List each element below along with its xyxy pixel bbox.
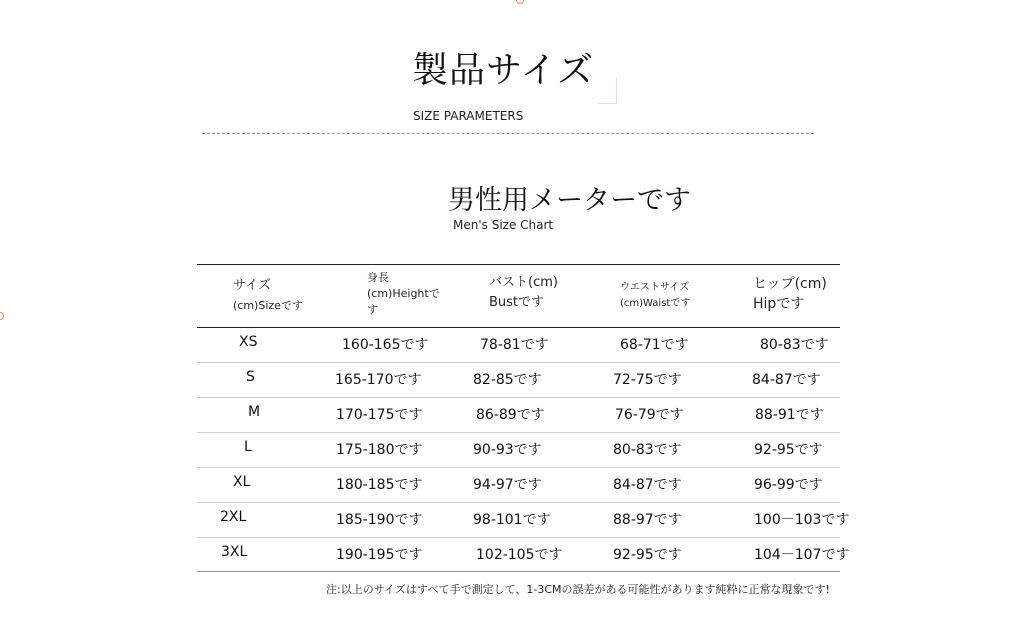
cell-hip: 88-91です: [755, 407, 824, 423]
cell-bust: 86-89です: [476, 407, 545, 423]
row-separator: [197, 537, 840, 538]
cell-height: 165-170です: [335, 372, 422, 388]
cell-hip: 80-83です: [760, 337, 829, 353]
header-bust-line2: Bustです: [489, 295, 545, 310]
header-hip: [753, 274, 827, 314]
cell-size: M: [248, 404, 261, 420]
dashed-divider: [202, 133, 814, 134]
header-hip-line1: ヒップ(cm): [753, 276, 827, 292]
cell-height: 190-195です: [336, 547, 423, 563]
cell-size: S: [246, 369, 255, 385]
row-separator: [197, 397, 840, 398]
header-bust: [489, 273, 558, 313]
cell-height: 175-180です: [336, 442, 423, 458]
header-waist: [620, 280, 690, 312]
size-chart-title: 男性用メーターです: [448, 185, 691, 216]
row-separator: [197, 502, 840, 503]
row-separator: [197, 362, 840, 363]
header-height: [367, 270, 440, 318]
cell-waist: 88-97です: [613, 512, 682, 528]
size-table: [197, 264, 850, 573]
cell-hip: 84-87です: [752, 372, 821, 388]
table-header-border: [197, 327, 840, 328]
cell-waist: 80-83です: [613, 442, 682, 458]
cell-size: L: [244, 439, 252, 455]
table-top-border: [197, 264, 840, 265]
cell-bust: 78-81です: [480, 337, 549, 353]
cell-height: 160-165です: [342, 337, 429, 353]
header-height-line2: (cm)Heightで: [367, 287, 440, 300]
cell-bust: 98-101です: [473, 512, 551, 528]
cell-waist: 72-75です: [613, 372, 682, 388]
header-height-line1: 身長: [367, 271, 389, 284]
cell-size: XL: [233, 474, 251, 490]
cell-hip: 100－103です: [754, 512, 850, 528]
measurement-note: 注:以上のサイズはすべて手で測定して、1-3CMの誤差がある可能性があります純粋に正常な現象です!: [326, 583, 830, 596]
table-bottom-border: [197, 571, 840, 572]
cell-size: 2XL: [220, 509, 247, 525]
page-subtitle: SIZE PARAMETERS: [413, 109, 524, 123]
header-waist-line1: ウエストサイズ: [620, 282, 690, 293]
cell-bust: 90-93です: [473, 442, 542, 458]
decor-dot-top: [516, 0, 524, 4]
cell-waist: 84-87です: [613, 477, 682, 493]
header-hip-line2: Hipです: [753, 296, 805, 312]
header-size-line2: (cm)Sizeです: [233, 299, 303, 312]
row-separator: [197, 432, 840, 433]
cell-waist: 76-79です: [615, 407, 684, 423]
cell-bust: 94-97です: [473, 477, 542, 493]
page-title: 製品サイズ: [412, 50, 595, 91]
decor-dot-left: [0, 312, 4, 320]
cell-size: XS: [239, 334, 258, 350]
cell-height: 180-185です: [336, 477, 423, 493]
title-decoration-horizontal: [598, 103, 617, 104]
cell-height: 170-175です: [336, 407, 423, 423]
header-size: [233, 276, 303, 316]
cell-bust: 102-105です: [476, 547, 563, 563]
size-chart-subtitle: Men's Size Chart: [453, 218, 554, 232]
title-decoration-vertical: [616, 78, 617, 104]
cell-hip: 104－107です: [754, 547, 850, 563]
header-size-line1: サイズ: [233, 278, 271, 293]
header-height-line3: す: [367, 303, 378, 316]
cell-size: 3XL: [221, 544, 248, 560]
cell-bust: 82-85です: [473, 372, 542, 388]
cell-height: 185-190です: [336, 512, 423, 528]
cell-waist: 92-95です: [613, 547, 682, 563]
cell-hip: 92-95です: [754, 442, 823, 458]
row-separator: [197, 467, 840, 468]
cell-waist: 68-71です: [620, 337, 689, 353]
cell-hip: 96-99です: [754, 477, 823, 493]
header-waist-line2: (cm)Waistです: [620, 298, 691, 309]
header-bust-line1: バスト(cm): [489, 275, 558, 290]
